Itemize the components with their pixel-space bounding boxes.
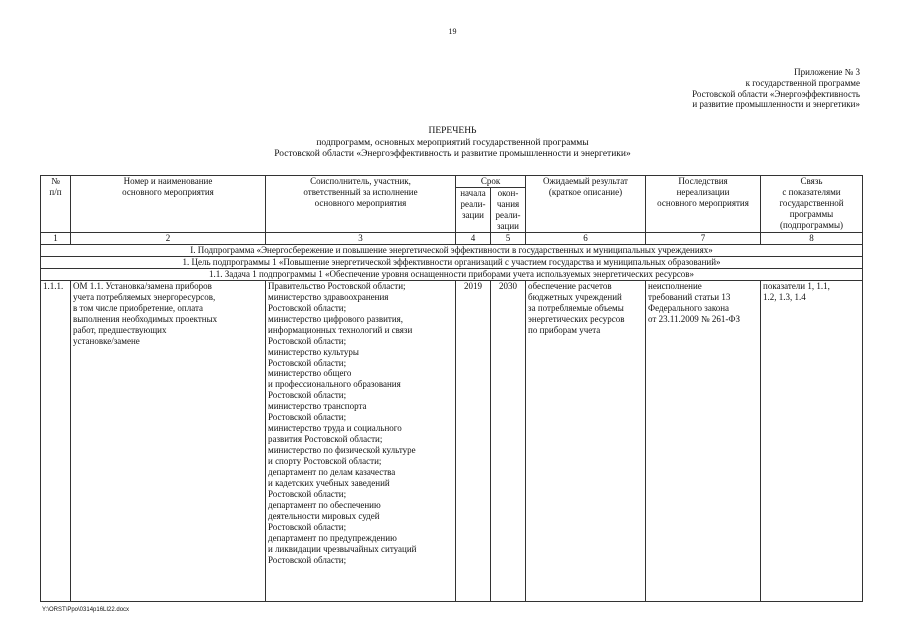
header-consequences: Последствия нереализации основного мероприятия (646, 176, 761, 233)
column-number: 7 (646, 232, 761, 244)
appendix-line: Ростовской области «Энергоэффективность (692, 88, 860, 99)
appendix-line: и развитие промышленности и энергетики» (692, 99, 860, 110)
header-term: Срок (456, 176, 526, 188)
header-num: № п/п (41, 176, 71, 233)
column-number: 2 (71, 232, 266, 244)
column-numbers-row (41, 232, 863, 244)
goal-row (41, 256, 863, 268)
appendix-note (620, 67, 860, 110)
column-number: 8 (761, 232, 863, 244)
task-row (41, 268, 863, 280)
row-number: 1.1.1. (41, 280, 71, 601)
start-year: 2019 (456, 280, 491, 601)
subprogram-row (41, 244, 863, 256)
header-end: окон- чания реали- зации (491, 187, 526, 232)
indicator-links: показатели 1, 1.1, 1.2, 1.3, 1.4 (761, 280, 863, 601)
consequences: неисполнение требований статьи 13 Федерального закона от 23.11.2009 № 261-ФЗ (646, 280, 761, 601)
end-year: 2030 (491, 280, 526, 601)
header-start: начала реали- зации (456, 187, 491, 232)
header-name: Номер и наименование основного мероприятия (71, 176, 266, 233)
header-result: Ожидаемый результат (краткое описание) (526, 176, 646, 233)
page-number: 19 (448, 27, 457, 36)
subprogram-title: I. Подпрограмма «Энергосбережение и повышение энергетической эффективности в государственных и муниципальных учреждениях» (41, 244, 863, 256)
column-number: 4 (456, 232, 491, 244)
table-row (41, 280, 863, 601)
document-title (0, 126, 905, 161)
goal-title: 1. Цель подпрограммы 1 «Повышение энергетической эффективности организаций с участием государства и муниципальных образований» (41, 256, 863, 268)
header-executor: Соисполнитель, участник, ответственный за исполнение основного мероприятия (266, 176, 456, 233)
header-link: Связь с показателями государственной программы (подпрограммы) (761, 176, 863, 233)
appendix-line: к государственной программе (745, 77, 860, 88)
column-number: 3 (266, 232, 456, 244)
measure-name: ОМ 1.1. Установка/замена приборов учета потребляемых энергоресурсов, в том числе приобретение, оплата выполнения необходимых проектных работ, предшествующих установке/замене (71, 280, 266, 601)
column-number: 1 (41, 232, 71, 244)
executors-list: Правительство Ростовской области; министерство здравоохранения Ростовской области; министерство цифрового развития, информационных технологий и связи Ростовской области; министерство культуры Ростовской области; министерство общего и профессионального образования Ростовской области; министерство транспорта Ростовской области; министерство труда и социального развития Ростовской области; министерство по физической культуре и спорту Ростовской области; департамент по делам казачества и кадетских учебных заведений Ростовской области; департамент по обеспечению деятельности мировых судей Ростовской области; департамент по предупреждению и ликвидации чрезвычайных ситуаций Ростовской области; (266, 280, 456, 601)
task-title: 1.1. Задача 1 подпрограммы 1 «Обеспечение уровня оснащенности приборами учета используемых энергетических ресурсов» (41, 268, 863, 280)
column-number: 5 (491, 232, 526, 244)
title-line: Ростовской области «Энергоэффективность и развитие промышленности и энергетики» (274, 149, 631, 160)
file-path-footer: Y:\ORST\Ppo\0314p16LI22.docx (42, 607, 130, 613)
title-heading: ПЕРЕЧЕНЬ (428, 126, 477, 136)
title-line: подпрограмм, основных мероприятий государственной программы (316, 137, 589, 148)
column-number: 6 (526, 232, 646, 244)
appendix-line: Приложение № 3 (794, 67, 860, 77)
measures-table (40, 175, 863, 602)
expected-result: обеспечение расчетов бюджетных учреждений за потребляемые объемы энергетических ресурсов по приборам учета (526, 280, 646, 601)
